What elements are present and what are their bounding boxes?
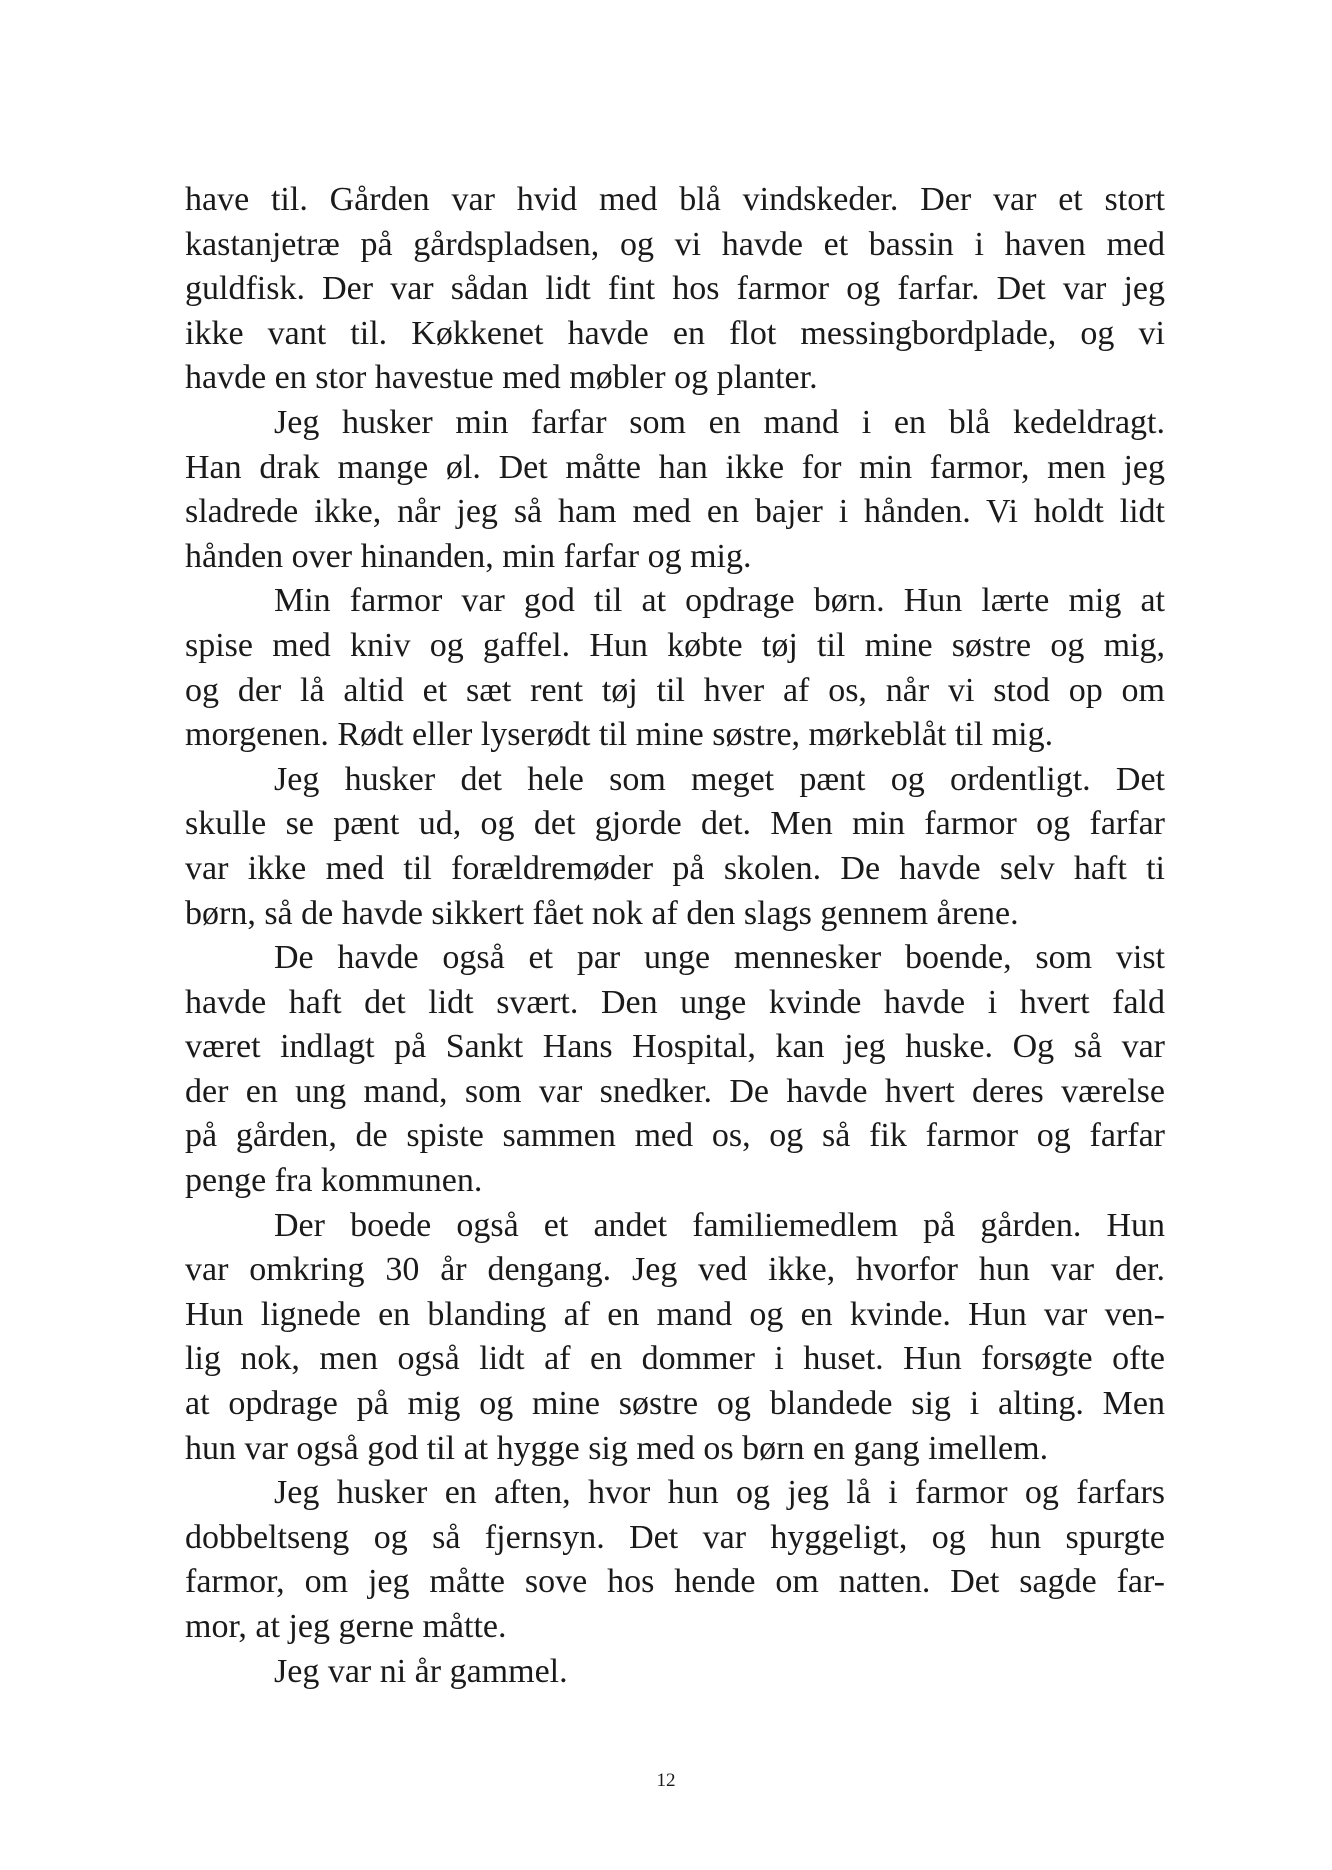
text-line: Jeg var ni år gammel.	[274, 1652, 568, 1690]
paragraph	[185, 758, 1165, 936]
text-line: Jeg husker det hele som meget pænt og ordentligt. Det	[274, 760, 1165, 798]
paragraph	[185, 1650, 1165, 1695]
text-line: De havde også et par unge mennesker boende, som vist	[274, 939, 1165, 977]
text-line: at opdrage på mig og mine søstre og blandede sig i alting. Men	[185, 1385, 1165, 1423]
text-line: været indlagt på Sankt Hans Hospital, kan jeg huske. Og så var	[185, 1028, 1165, 1066]
text-line: Jeg husker min farfar som en mand i en blå kedeldragt.	[274, 403, 1165, 441]
paragraph	[185, 1471, 1165, 1649]
paragraph	[185, 936, 1165, 1204]
paragraph	[185, 1204, 1165, 1472]
text-line: børn, så de havde sikkert fået nok af den slags gennem årene.	[185, 894, 1019, 932]
body-text	[185, 178, 1165, 1694]
text-line: Jeg husker en aften, hvor hun og jeg lå i farmor og farfars	[274, 1474, 1165, 1512]
text-line: var omkring 30 år dengang. Jeg ved ikke, hvorfor hun var der.	[185, 1251, 1165, 1289]
text-line: Hun lignede en blanding af en mand og en kvinde. Hun var ven-	[185, 1295, 1165, 1333]
text-line: skulle se pænt ud, og det gjorde det. Men min farmor og farfar	[185, 805, 1165, 843]
text-line: havde haft det lidt svært. Den unge kvinde havde i hvert fald	[185, 983, 1165, 1021]
text-line: mor, at jeg gerne måtte.	[185, 1608, 507, 1645]
text-line: på gården, de spiste sammen med os, og så fik farmor og farfar	[185, 1117, 1165, 1155]
text-line: sladrede ikke, når jeg så ham med en bajer i hånden. Vi holdt lidt	[185, 493, 1165, 531]
text-line: var ikke med til forældremøder på skolen. De havde selv haft ti	[185, 849, 1165, 887]
text-line: og der lå altid et sæt rent tøj til hver af os, når vi stod op om	[185, 671, 1165, 709]
text-line: penge fra kommunen.	[185, 1162, 483, 1200]
text-line: havde en stor havestue med møbler og planter.	[185, 359, 818, 397]
paragraph	[185, 401, 1165, 579]
text-line: spise med kniv og gaffel. Hun købte tøj til mine søstre og mig,	[185, 626, 1165, 664]
paragraph	[185, 579, 1165, 757]
text-line: Der boede også et andet familiemedlem på gården. Hun	[274, 1206, 1165, 1244]
text-line: hun var også god til at hygge sig med os børn en gang imellem.	[185, 1429, 1049, 1467]
text-line: dobbeltseng og så fjernsyn. Det var hyggeligt, og hun spurgte	[185, 1518, 1165, 1556]
text-line: lig nok, men også lidt af en dommer i huset. Hun forsøgte ofte	[185, 1340, 1165, 1378]
text-line: farmor, om jeg måtte sove hos hende om natten. Det sagde far-	[185, 1563, 1165, 1601]
text-line: guldfisk. Der var sådan lidt fint hos farmor og farfar. Det var jeg	[185, 270, 1165, 308]
text-line: have til. Gården var hvid med blå vindskeder. Der var et stort	[185, 181, 1165, 218]
paragraph	[185, 178, 1165, 401]
text-line: kastanjetræ på gårdspladsen, og vi havde et bassin i haven med	[185, 225, 1165, 263]
text-line: ikke vant til. Køkkenet havde en flot messingbordplade, og vi	[185, 314, 1165, 352]
text-line: Min farmor var god til at opdrage børn. Hun lærte mig at	[274, 582, 1165, 620]
text-line: der en ung mand, som var snedker. De havde hvert deres værelse	[185, 1072, 1165, 1110]
text-line: Han drak mange øl. Det måtte han ikke for min farmor, men jeg	[185, 448, 1165, 486]
text-line: morgenen. Rødt eller lyserødt til mine søstre, mørkeblåt til mig.	[185, 716, 1054, 754]
page-number: 12	[656, 1770, 676, 1791]
text-line: hånden over hinanden, min farfar og mig.	[185, 537, 752, 575]
